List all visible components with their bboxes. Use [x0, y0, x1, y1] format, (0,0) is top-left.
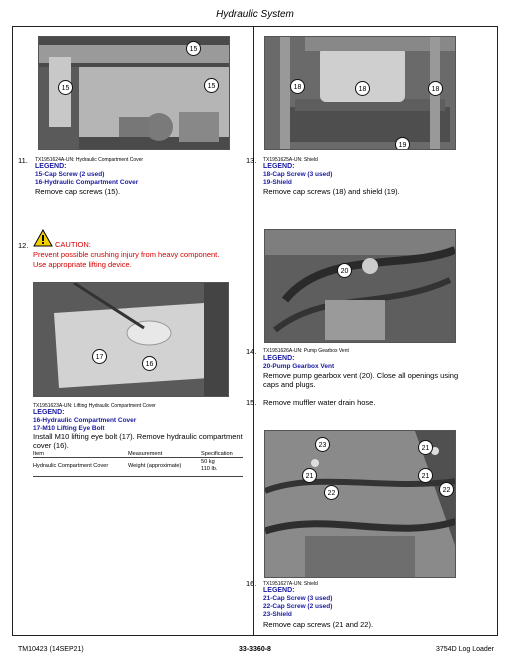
figure-lifting-cover	[33, 282, 229, 397]
callout-22: 22	[324, 485, 339, 500]
legend-item: 16-Hydraulic Compartment Cover	[35, 179, 139, 186]
step-instruction: Remove pump gearbox vent (20). Close all openings using	[263, 371, 459, 380]
page-title: Hydraulic System	[216, 9, 294, 20]
callout-15: 15	[186, 41, 201, 56]
callout-15: 15	[58, 80, 73, 95]
legend-title: LEGEND:	[263, 163, 295, 170]
legend-title: LEGEND:	[35, 163, 67, 170]
step-instruction: Remove cap screws (18) and shield (19).	[263, 187, 400, 196]
callout-15: 15	[204, 78, 219, 93]
legend-item: 22-Cap Screw (2 used)	[263, 603, 333, 610]
step-instruction: Remove cap screws (21 and 22).	[263, 620, 374, 629]
legend-item: 18-Cap Screw (3 used)	[263, 171, 333, 178]
callout-18: 18	[290, 79, 305, 94]
callout-21: 21	[302, 468, 317, 483]
callout-18: 18	[355, 81, 370, 96]
legend-item: 17-M10 Lifting Eye Bolt	[33, 425, 105, 432]
callout-23: 23	[315, 437, 330, 452]
table-cell: Hydraulic Compartment Cover	[33, 463, 109, 469]
spec-table	[33, 451, 243, 477]
legend-item: 15-Cap Screw (2 used)	[35, 171, 105, 178]
table-header: Measurement	[128, 451, 163, 457]
step-number: 13.	[246, 156, 257, 165]
figure-shield-2	[264, 430, 456, 578]
step-instruction: Install M10 lifting eye bolt (17). Remove hydraulic compartment	[33, 432, 243, 441]
footer-doc-id: TM10423 (14SEP21)	[18, 646, 84, 653]
table-rule	[33, 457, 243, 458]
table-rule	[33, 476, 243, 477]
step-number: 11.	[18, 156, 28, 165]
legend-item: 23-Shield	[263, 611, 292, 618]
callout-19: 19	[395, 137, 410, 150]
step-number: 12.	[18, 241, 29, 250]
step-instruction: cover (16).	[33, 441, 69, 450]
column-divider	[253, 26, 254, 636]
figure-caption: TX1951624A-UN: Hydraulic Compartment Cover	[35, 157, 144, 163]
legend-title: LEGEND:	[263, 587, 295, 594]
legend-item: 19-Shield	[263, 179, 292, 186]
step-instruction: caps and plugs.	[263, 380, 316, 389]
footer-page-number: 33-3360-8	[239, 646, 271, 653]
legend-title: LEGEND:	[263, 355, 295, 362]
caution-text: Prevent possible crushing injury from heavy component.	[33, 250, 220, 259]
step-number: 14.	[246, 347, 257, 356]
figure-caption: TX1951625A-UN: Shield	[263, 157, 318, 163]
figure-caption: TX1951626A-UN: Pump Gearbox Vent	[263, 348, 349, 354]
callout-18: 18	[428, 81, 443, 96]
callout-21: 21	[418, 468, 433, 483]
callout-17: 17	[92, 349, 107, 364]
legend-title: LEGEND:	[33, 409, 65, 416]
table-cell: Weight (approximate)	[128, 463, 182, 469]
table-header: Specification	[201, 451, 233, 457]
warning-triangle-icon	[33, 229, 53, 247]
figure-artwork	[265, 230, 456, 343]
step-instruction: Remove muffler water drain hose.	[263, 398, 376, 407]
caution-text: Use appropriate lifting device.	[33, 260, 132, 269]
step-number: 16.	[246, 579, 257, 588]
callout-20: 20	[337, 263, 352, 278]
table-cell: 110 lb.	[201, 466, 218, 472]
footer-model: 3754D Log Loader	[436, 646, 494, 653]
table-header: Item	[33, 451, 44, 457]
legend-item: 21-Cap Screw (3 used)	[263, 595, 333, 602]
caution-label: CAUTION:	[55, 240, 91, 249]
figure-shield	[264, 36, 456, 150]
step-number: 15.	[246, 398, 257, 407]
figure-caption: TX1951627A-UN: Shield	[263, 581, 318, 587]
callout-21: 21	[418, 440, 433, 455]
table-cell: 50 kg	[201, 459, 215, 465]
callout-16: 16	[142, 356, 157, 371]
figure-caption: TX1951623A-UN: Lifting Hydraulic Compartment Cover	[33, 403, 156, 409]
callout-22: 22	[439, 482, 454, 497]
figure-pump-gearbox-vent	[264, 229, 456, 343]
legend-item: 16-Hydraulic Compartment Cover	[33, 417, 137, 424]
legend-item: 20-Pump Gearbox Vent	[263, 363, 335, 370]
step-instruction: Remove cap screws (15).	[35, 187, 121, 196]
figure-hydraulic-compartment-cover	[38, 36, 230, 150]
figure-artwork	[34, 283, 229, 397]
